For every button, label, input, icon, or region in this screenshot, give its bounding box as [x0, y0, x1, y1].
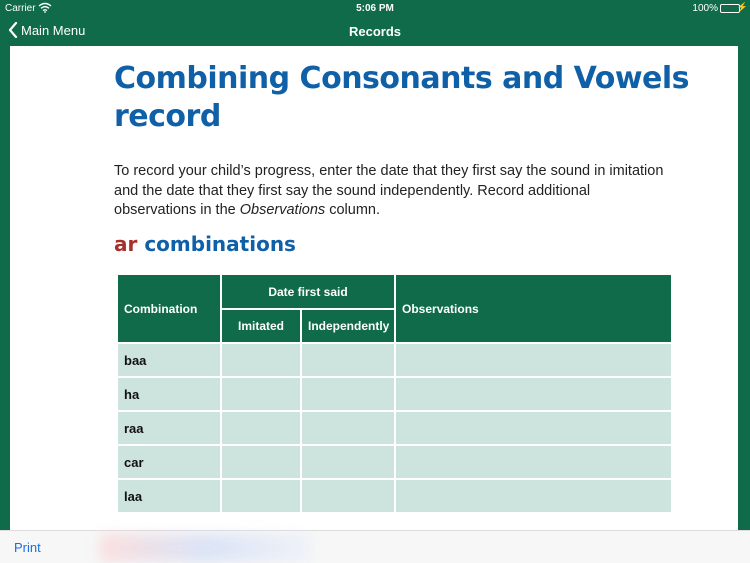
intro-text-end: column.: [325, 202, 380, 218]
page-title: Combining Consonants and Vowels record: [114, 61, 690, 134]
combination-cell: raa: [117, 411, 221, 445]
intro-text: To record your child’s progress, enter the date that they first say the sound in imitation and the date that they first say the sound independently. Record additional observations in the: [114, 163, 664, 218]
status-bar: [0, 0, 750, 18]
combination-cell: car: [117, 445, 221, 479]
observations-cell[interactable]: [395, 411, 672, 445]
table-row: [117, 377, 672, 411]
bottom-toolbar: [0, 530, 750, 563]
imitated-cell[interactable]: [221, 411, 301, 445]
observations-cell[interactable]: [395, 445, 672, 479]
header-imitated: Imitated: [221, 309, 301, 343]
combination-cell: laa: [117, 479, 221, 513]
intro-paragraph: [114, 162, 674, 221]
battery-percentage: 100%: [692, 3, 718, 14]
charging-bolt-icon: ⚡: [736, 2, 748, 12]
toolbar-blur-backdrop: [100, 534, 310, 562]
back-button-label: Main Menu: [21, 22, 86, 38]
table-row: [117, 411, 672, 445]
independently-cell[interactable]: [301, 343, 395, 377]
combination-cell: baa: [117, 343, 221, 377]
table-row: [117, 479, 672, 513]
carrier-label: Carrier: [5, 3, 36, 14]
header-combination: Combination: [117, 274, 221, 343]
nav-title: Records: [348, 24, 402, 39]
table-row: [117, 343, 672, 377]
independently-cell[interactable]: [301, 479, 395, 513]
section-sound-key: ar: [114, 232, 138, 256]
observations-cell[interactable]: [395, 479, 672, 513]
observations-cell[interactable]: [395, 343, 672, 377]
records-table: [116, 273, 673, 514]
header-independently: Independently: [301, 309, 395, 343]
independently-cell[interactable]: [301, 445, 395, 479]
independently-cell[interactable]: [301, 377, 395, 411]
header-date-first-said: Date first said: [221, 274, 395, 309]
imitated-cell[interactable]: [221, 377, 301, 411]
imitated-cell[interactable]: [221, 445, 301, 479]
observations-cell[interactable]: [395, 377, 672, 411]
combination-cell: ha: [117, 377, 221, 411]
intro-emphasis: Observations: [239, 202, 326, 218]
imitated-cell[interactable]: [221, 479, 301, 513]
independently-cell[interactable]: [301, 411, 395, 445]
navigation-bar: [0, 18, 750, 46]
section-heading-rest: combinations: [137, 232, 296, 256]
table-row: [117, 445, 672, 479]
header-observations: Observations: [395, 274, 672, 343]
print-button[interactable]: Print: [14, 540, 41, 555]
document-page[interactable]: [10, 46, 738, 530]
status-time: 5:06 PM: [356, 3, 394, 14]
imitated-cell[interactable]: [221, 343, 301, 377]
section-heading: [114, 232, 296, 256]
